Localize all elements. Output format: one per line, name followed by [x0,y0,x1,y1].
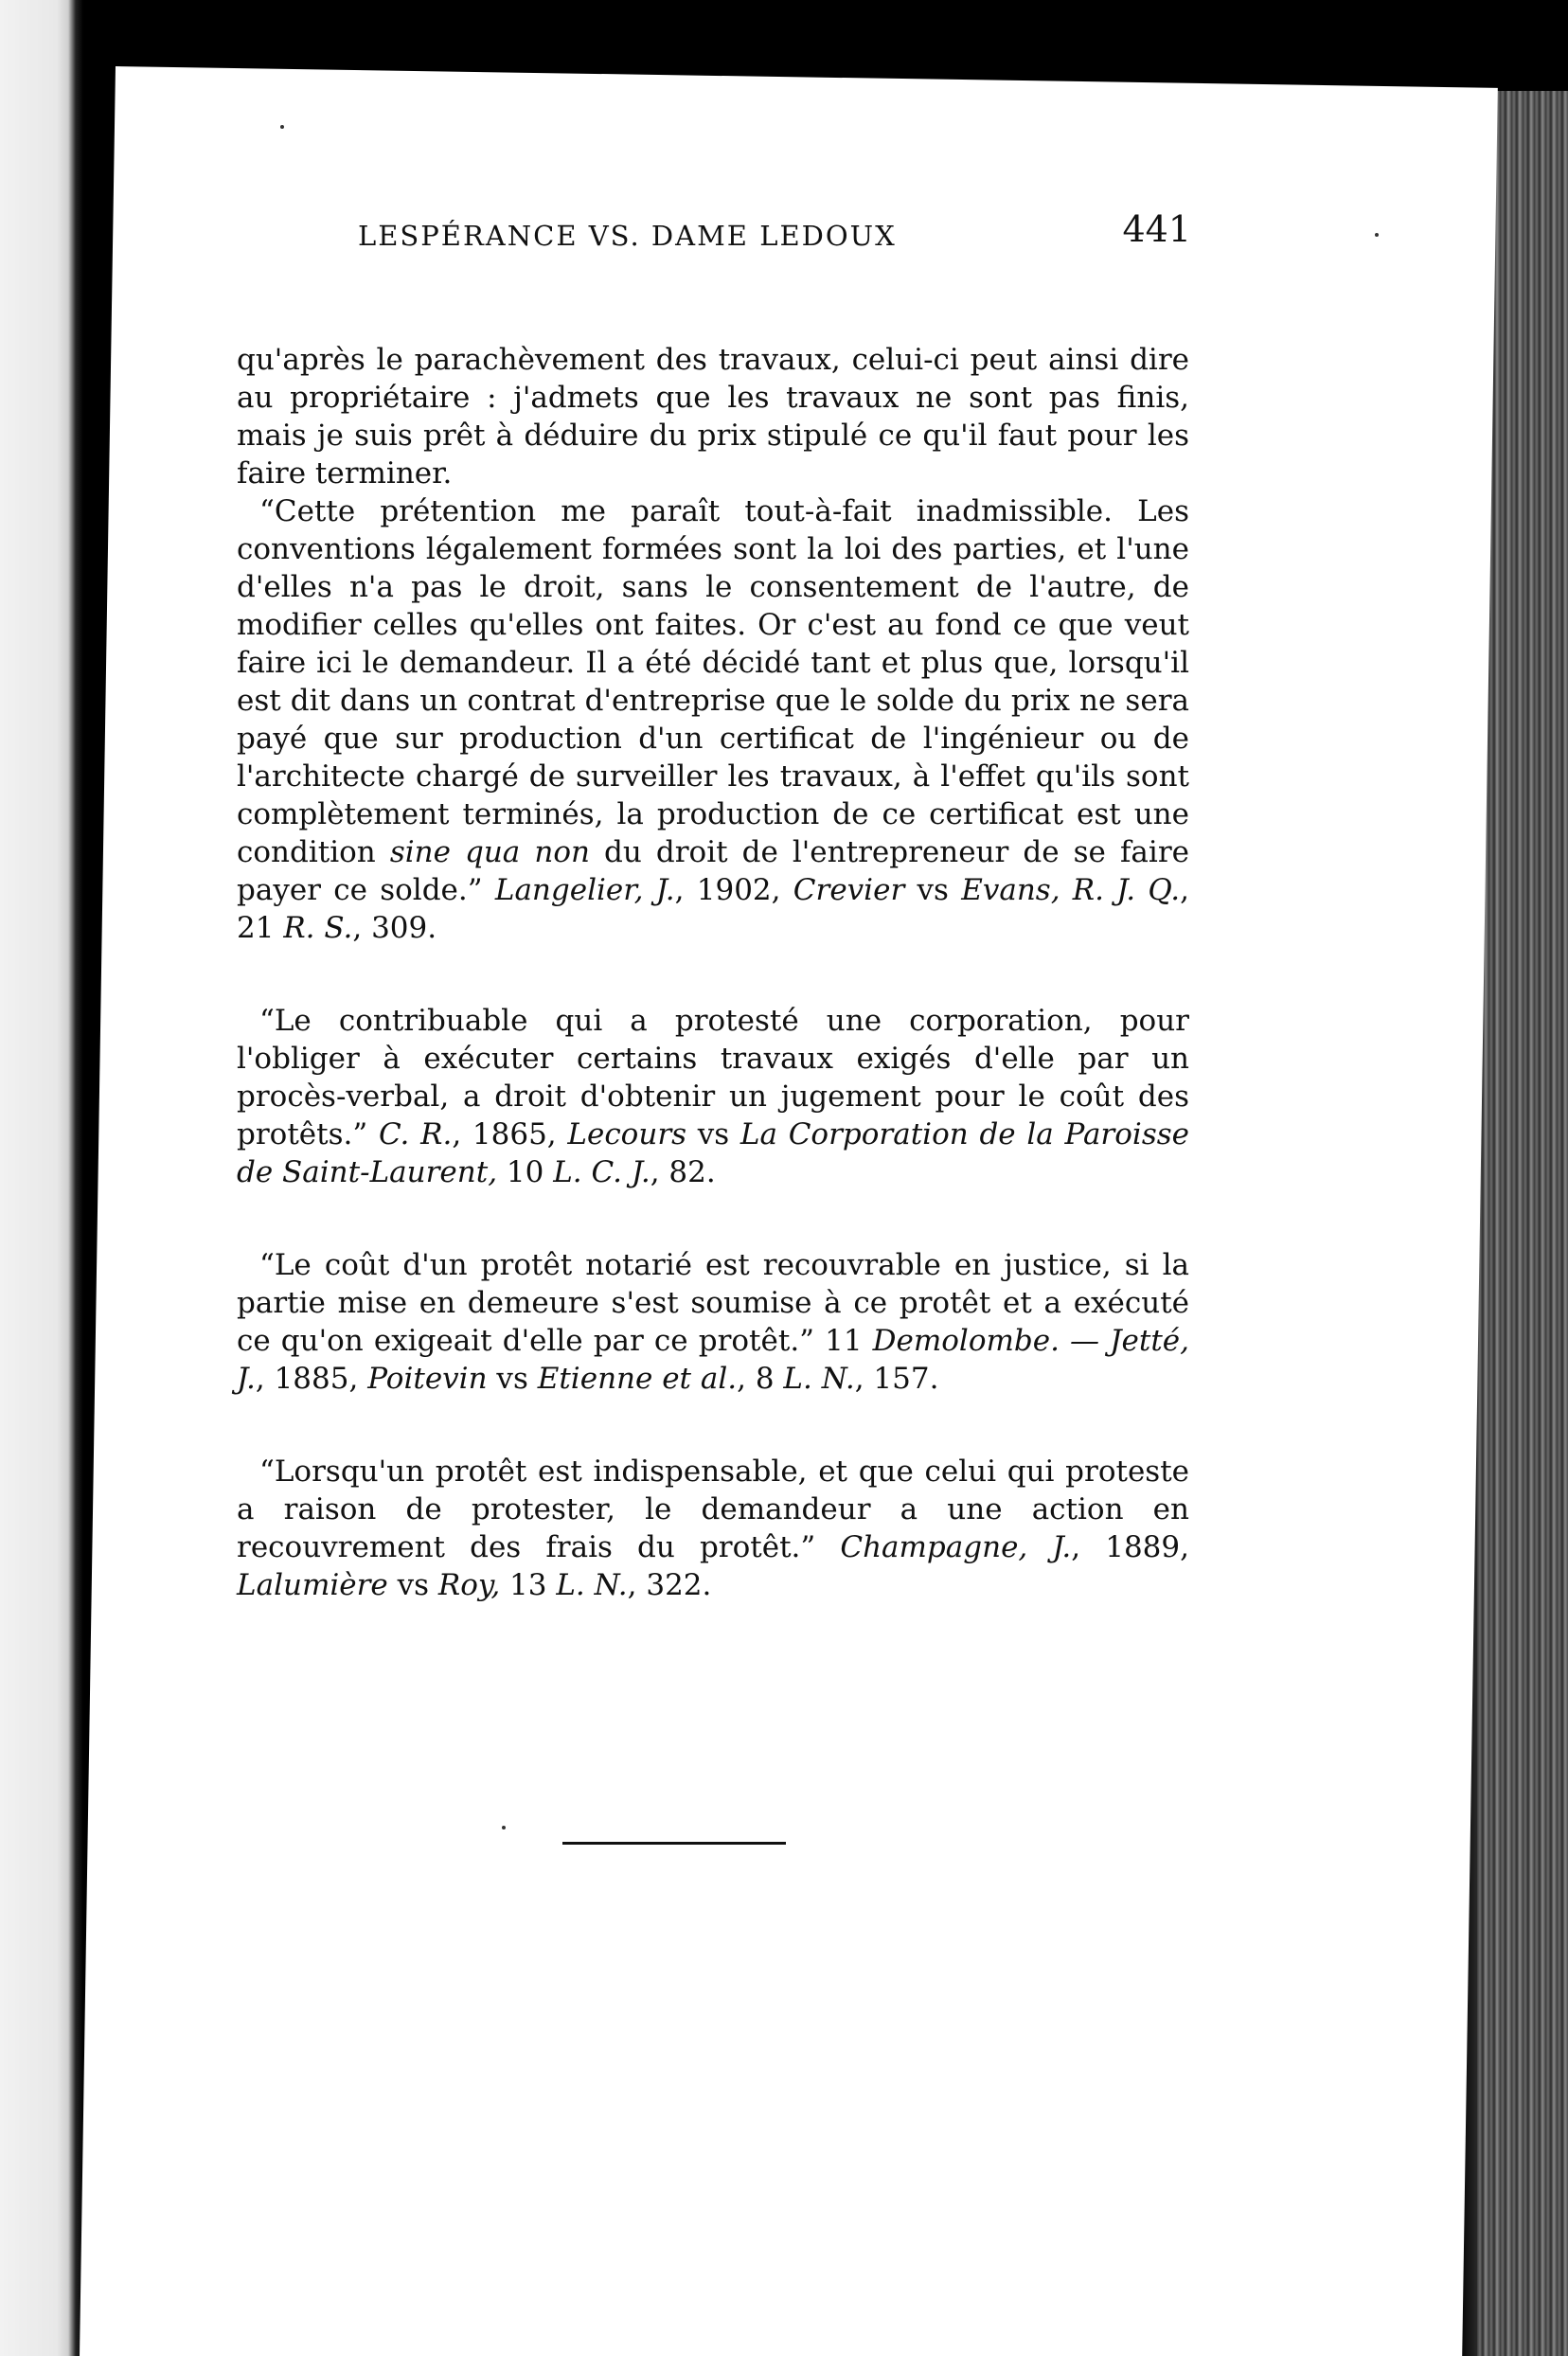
citation-roman-run: 10 [497,1155,554,1189]
citation [237,1117,1189,1189]
citation-roman-run: , 1865, [452,1117,568,1151]
paragraph-text: “Le coût d'un protêt notarié est recouvrable en justice, si la partie mise en demeure s'est soumise à ce protêt et a exécuté ce qu'on exigeait d'elle par ce protêt.” 11 [237,1248,1189,1358]
latin-phrase: sine qua non [389,835,590,869]
paragraph-continuation [237,341,1189,492]
body-text [237,341,1189,1604]
citation-italic-run: Poitevin [367,1362,488,1396]
citation-roman-run: vs [686,1117,740,1151]
paragraph-quote-1 [237,492,1189,947]
paragraph-text: qu'après le parachèvement des travaux, celui-ci peut ainsi dire au propriétaire : j'admets que les travaux ne sont pas finis, mais je suis prêt à déduire du prix stipulé ce qu'il faut pour les faire terminer. [237,343,1189,491]
citation-roman-run: vs [904,873,962,907]
citation-italic-run: L. N. [783,1362,855,1396]
citation-roman-run: , 309. [352,911,437,945]
citation-roman-run: , 82. [650,1155,716,1189]
citation-roman-run: vs [487,1362,538,1396]
citation-roman-run: , 322. [627,1568,712,1602]
paragraph-text: “Lorsqu'un protêt est indispensable, et que celui qui proteste a raison de protester, le demandeur a une action en recouvrement des frais du protêt.” [237,1455,1189,1564]
citation-roman-run: , 8 [737,1362,784,1396]
paragraph-text-continued: du droit de l'entrepreneur de se faire payer ce solde.” [237,835,1189,907]
citation-italic-run: Demolombe. — Jetté, J. [237,1324,1190,1396]
page-number: 441 [1122,208,1191,250]
citation-italic-run: Lalumière [237,1568,388,1602]
citation-italic-run: Langelier, J. [494,873,675,907]
citation-italic-run: La Corporation de la Paroisse de Saint-Laurent, [237,1117,1189,1189]
citation-italic-run: Roy, [437,1568,501,1602]
end-rule [562,1842,786,1845]
citation-roman-run: , 1889, [1071,1530,1189,1564]
paragraph-text: “Le contribuable qui a protesté une corporation, pour l'obliger à exécuter certains travaux exigés d'elle par un procès-verbal, a droit d'obtenir un jugement pour le coût des protêts.” [237,1004,1189,1151]
running-head [358,206,1191,263]
scan-speck [1375,233,1379,237]
paragraph-quote-2 [237,1002,1189,1191]
citation-roman-run: vs [387,1568,438,1602]
citation-italic-run: L. N. [556,1568,628,1602]
citation-roman-run: , 1902, [674,873,793,907]
citation-italic-run: C. R. [378,1117,453,1151]
citation-italic-run: Champagne, J. [840,1530,1072,1564]
citation-italic-run: L. C. J. [553,1155,650,1189]
citation-roman-run: , 1885, [255,1362,368,1396]
citation-italic-run: Evans, R. J. Q. [961,873,1181,907]
citation-italic-run: R. S. [283,911,353,945]
citation-roman-run: , 21 [237,873,1189,945]
scan-speck [280,125,284,129]
scan-speck [502,1826,506,1829]
running-head-title: LESPÉRANCE VS. DAME LEDOUX [358,220,897,252]
citation-italic-run: Etienne et al. [537,1362,738,1396]
citation-roman-run: , 157. [854,1362,939,1396]
paragraph-quote-4 [237,1453,1189,1604]
paragraph-quote-3 [237,1246,1189,1398]
citation-italic-run: Lecours [567,1117,687,1151]
citation-italic-run: Crevier [793,873,905,907]
paragraph-text: “Cette prétention me paraît tout-à-fait inadmissible. Les conventions légalement formées sont la loi des parties, et l'une d'elles n'a pas le droit, sans le consentement de l'autre, de modifier celles qu'elles ont faites. Or c'est au fond ce que veut faire ici le demandeur. Il a été décidé tant et plus que, lorsqu'il est dit dans un contrat d'entreprise que le solde du prix ne sera payé que sur production d'un certificat de l'ingénieur ou de l'architecte chargé de surveiller les travaux, à l'effet qu'ils sont complètement terminés, la production de ce certificat est une condition [237,494,1189,869]
citation-roman-run: 13 [500,1568,557,1602]
facing-page-edge [0,0,83,2356]
